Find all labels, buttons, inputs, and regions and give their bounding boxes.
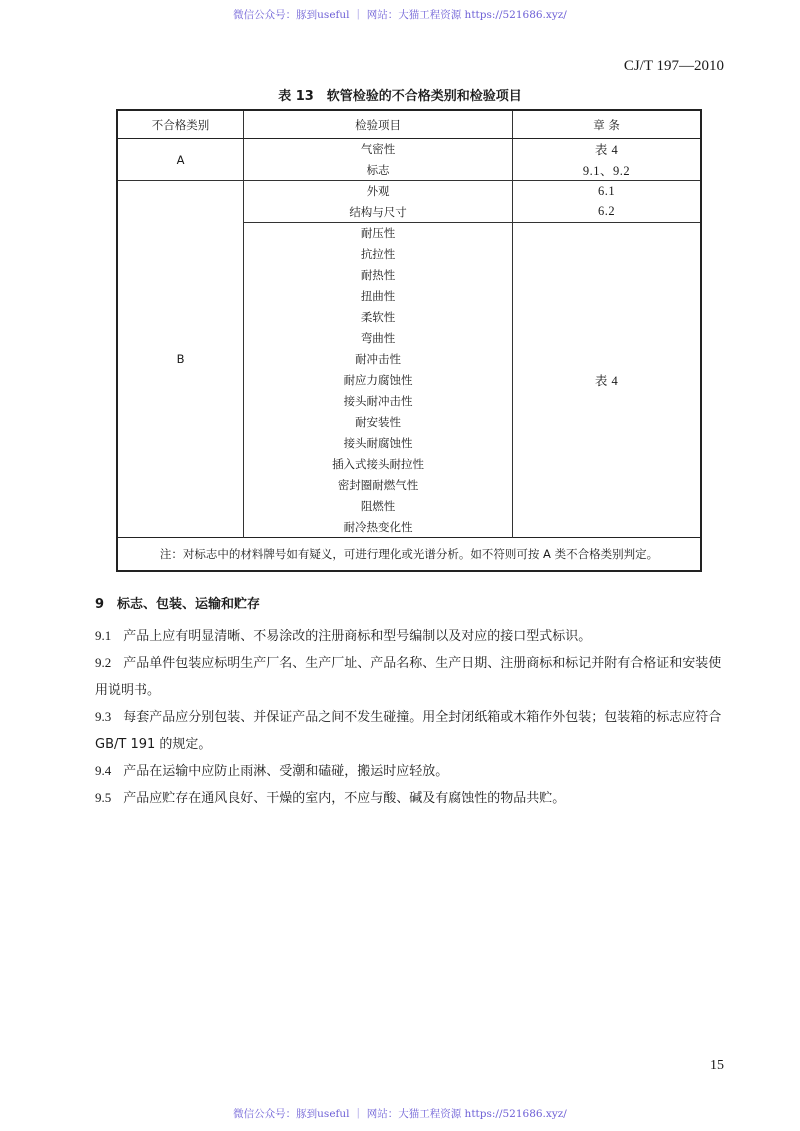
paragraph-text: 每套产品应分别包装、并保证产品之间不发生碰撞。用全封闭纸箱或木箱作外包装；包装箱的标志应符合 GB/T 191 的规定。 bbox=[95, 710, 722, 752]
table-title: 表 13 软管检验的不合格类别和检验项目 bbox=[278, 89, 522, 104]
inspection-table bbox=[116, 109, 702, 572]
item-cell: 标志 bbox=[244, 160, 513, 181]
paragraph-9-2 bbox=[95, 649, 725, 704]
paragraph-9-4 bbox=[95, 757, 725, 785]
watermark-bottom: 微信公众号：豚到useful ｜ 网站：大猫工程资源 https://521686.xyz/ bbox=[233, 1108, 567, 1120]
paragraph-9-1 bbox=[95, 622, 725, 650]
clause-cell: 表 4 bbox=[513, 223, 701, 538]
clause-cell: 表 4 bbox=[594, 143, 619, 158]
paragraph-number: 9.4 bbox=[95, 763, 112, 778]
paragraph-9-5 bbox=[95, 784, 725, 812]
header-item: 检验项目 bbox=[244, 110, 513, 139]
item-cell: 密封圈耐燃气性 bbox=[244, 475, 513, 496]
category-b: B bbox=[117, 181, 244, 538]
table-header-row bbox=[117, 110, 701, 139]
paragraph-9-3 bbox=[95, 703, 725, 758]
page-number: 15 bbox=[710, 1058, 724, 1073]
standard-code: CJ/T 197—2010 bbox=[623, 58, 724, 74]
item-cell: 接头耐冲击性 bbox=[244, 391, 513, 412]
paragraph-text: 产品单件包装应标明生产厂名、生产厂址、产品名称、生产日期、注册商标和标记并附有合格证和安装使用说明书。 bbox=[95, 656, 722, 698]
item-cell: 柔软性 bbox=[244, 307, 513, 328]
watermark-top: 微信公众号：豚到useful ｜ 网站：大猫工程资源 https://521686.xyz/ bbox=[233, 9, 567, 21]
paragraph-number: 9.2 bbox=[95, 655, 112, 670]
paragraph-text: 产品应贮存在通风良好、干燥的室内，不应与酸、碱及有腐蚀性的物品共贮。 bbox=[123, 791, 566, 806]
paragraph-number: 9.1 bbox=[95, 628, 112, 643]
item-cell: 扭曲性 bbox=[244, 286, 513, 307]
item-cell: 抗拉性 bbox=[244, 244, 513, 265]
item-cell: 结构与尺寸 bbox=[244, 202, 513, 223]
paragraph-number: 9.5 bbox=[95, 790, 112, 805]
item-cell: 耐安装性 bbox=[244, 412, 513, 433]
paragraph-text: 产品上应有明显清晰、不易涂改的注册商标和型号编制以及对应的接口型式标识。 bbox=[123, 629, 592, 644]
clause-cell: 6.1 bbox=[513, 181, 701, 202]
clause-cell: 9.1、9.2 bbox=[582, 163, 631, 178]
paragraph-text: 产品在运输中应防止雨淋、受潮和磕碰，搬运时应轻放。 bbox=[123, 764, 449, 779]
item-cell: 耐应力腐蚀性 bbox=[244, 370, 513, 391]
item-cell: 弯曲性 bbox=[244, 328, 513, 349]
header-clause: 章 条 bbox=[513, 110, 701, 139]
header-category: 不合格类别 bbox=[117, 110, 244, 139]
item-cell: 耐冲击性 bbox=[244, 349, 513, 370]
table-row bbox=[117, 181, 701, 202]
item-cell: 耐压性 bbox=[244, 223, 513, 244]
table-note-row bbox=[117, 538, 701, 572]
item-cell: 气密性 bbox=[244, 139, 513, 160]
item-cell: 耐热性 bbox=[244, 265, 513, 286]
category-a: A bbox=[117, 139, 244, 181]
clause-cell: 6.2 bbox=[597, 204, 616, 219]
item-cell: 阻燃性 bbox=[244, 496, 513, 517]
item-cell: 插入式接头耐拉性 bbox=[244, 454, 513, 475]
item-cell: 外观 bbox=[244, 181, 513, 202]
table-row bbox=[117, 139, 701, 160]
item-cell: 耐冷热变化性 bbox=[244, 517, 513, 538]
item-cell: 接头耐腐蚀性 bbox=[244, 433, 513, 454]
table-note: 注：对标志中的材料牌号如有疑义，可进行理化或光谱分析。如不符则可按 A 类不合格类别判定。 bbox=[117, 538, 701, 572]
paragraph-number: 9.3 bbox=[95, 709, 112, 724]
section-heading: 9 标志、包装、运输和贮存 bbox=[95, 597, 261, 612]
